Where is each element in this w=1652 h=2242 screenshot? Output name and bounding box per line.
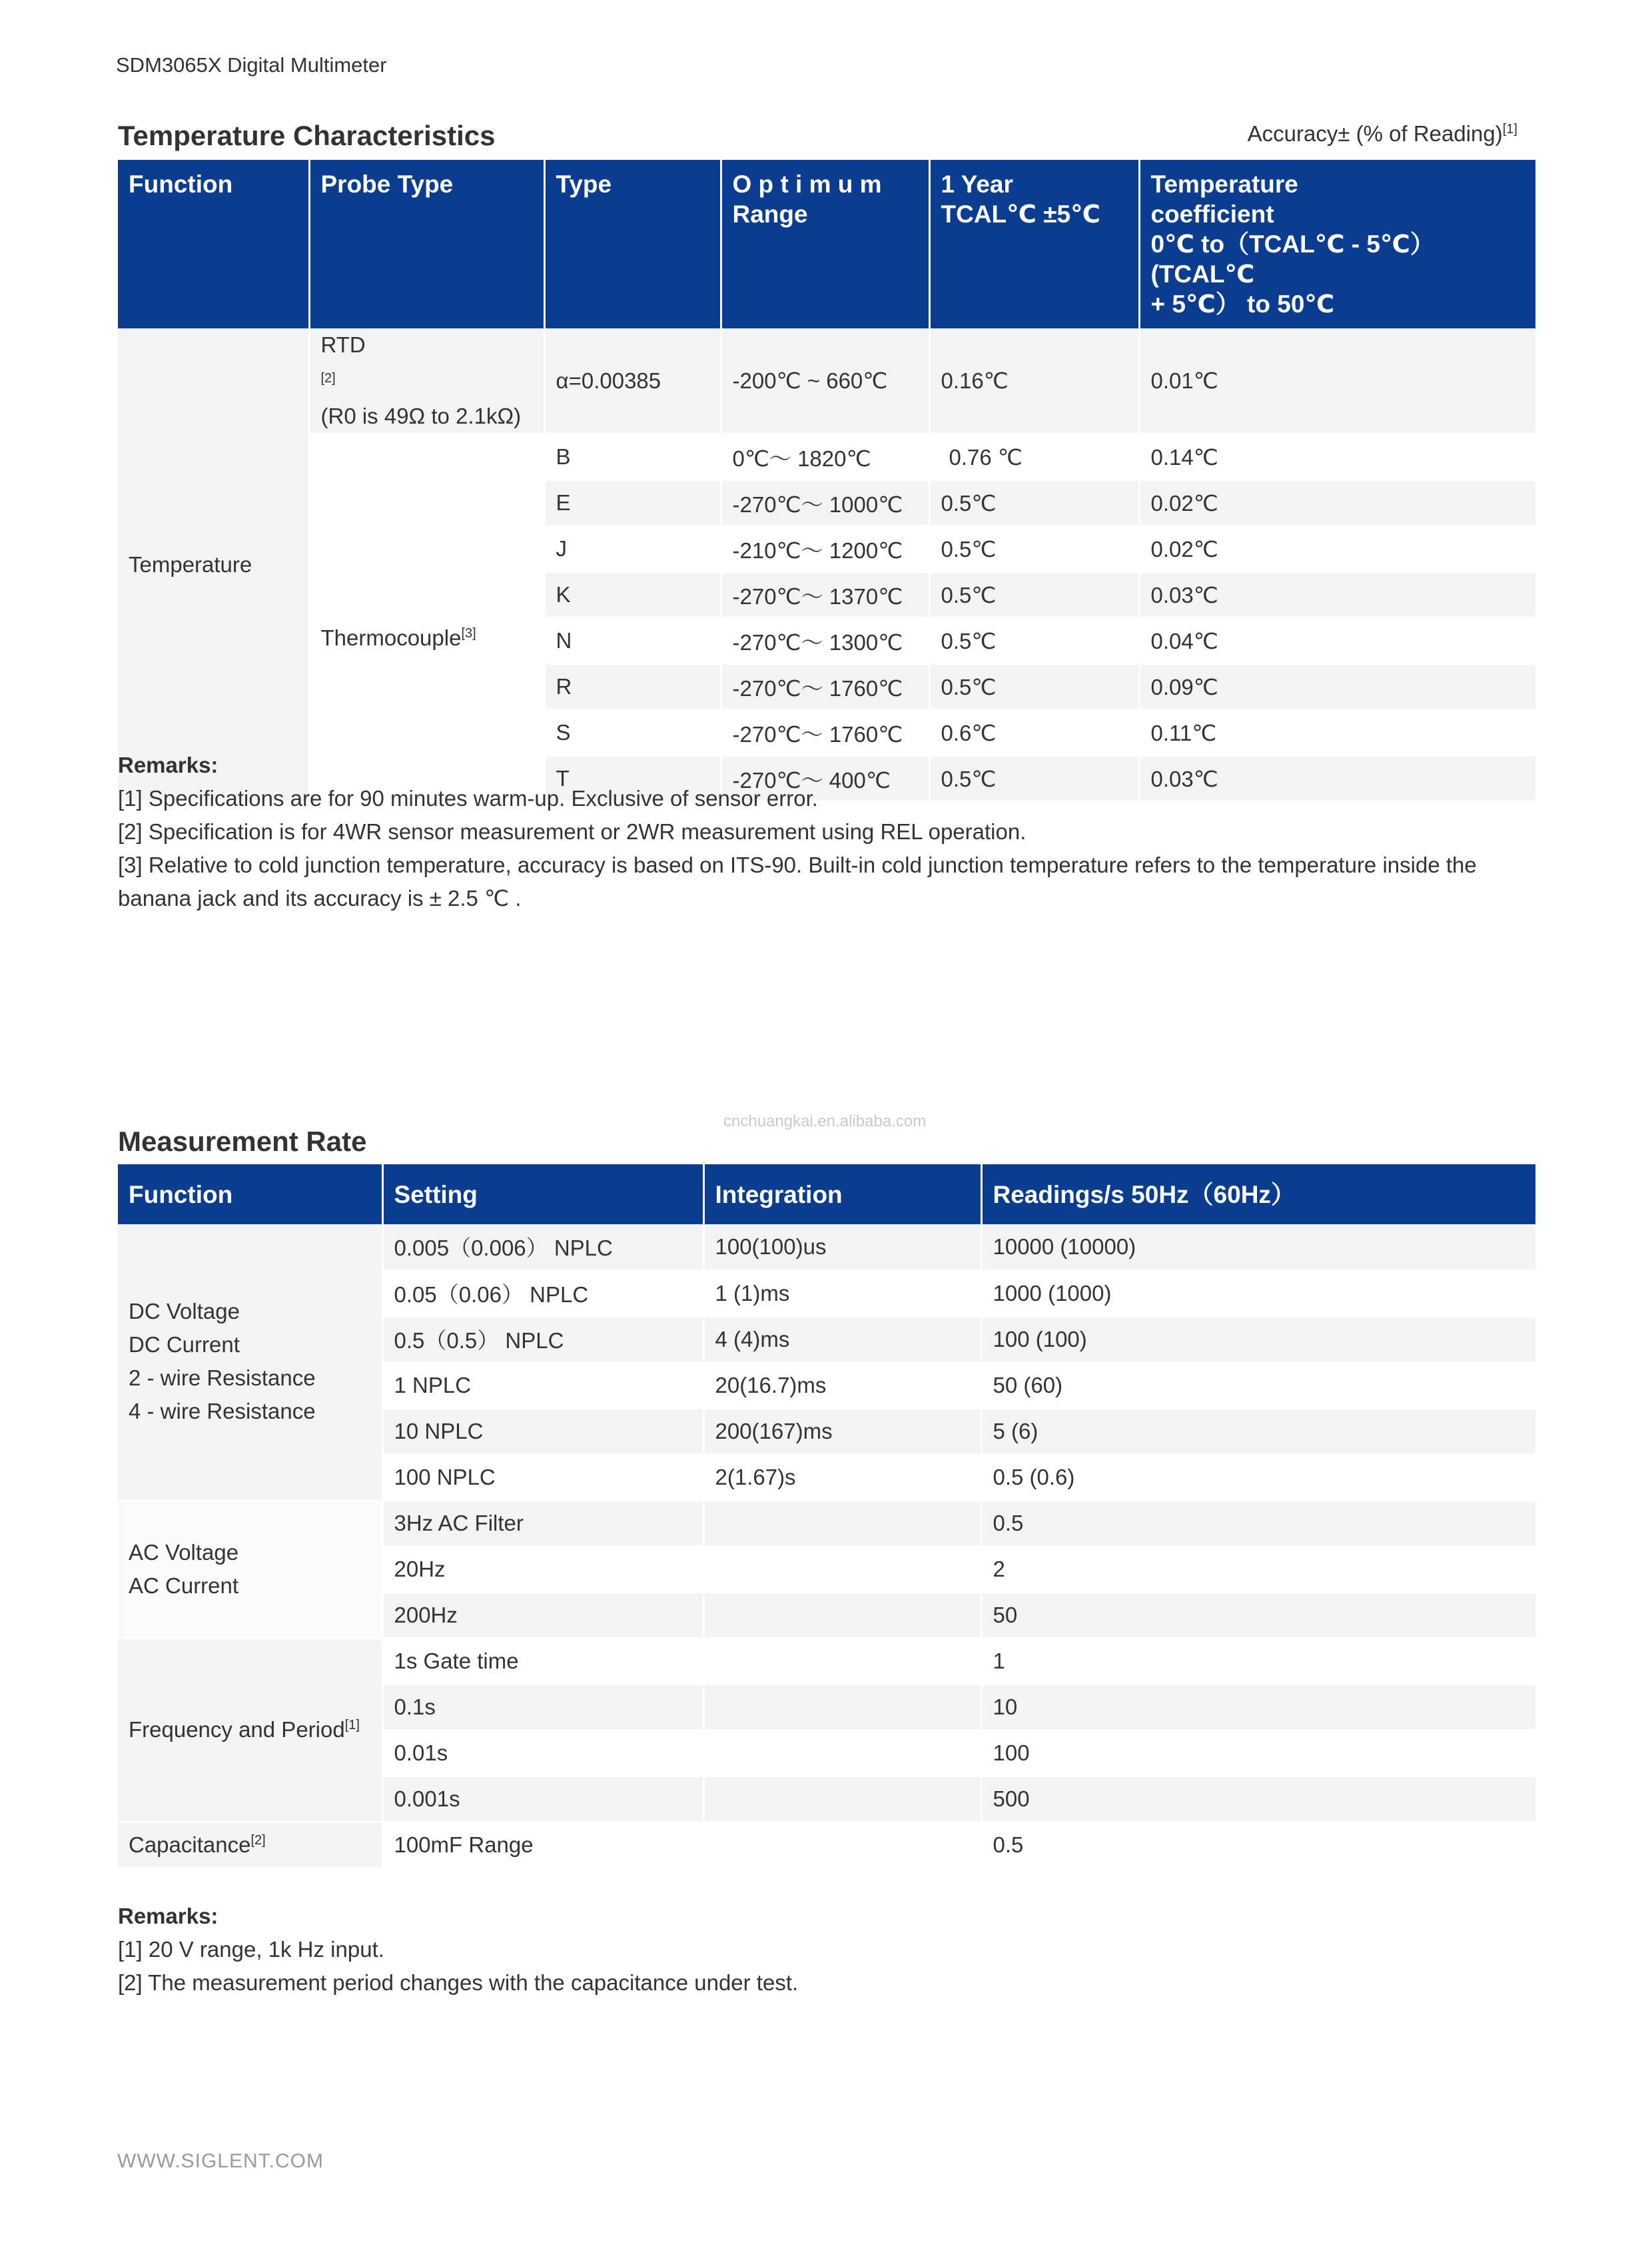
one-year-cell: 0.5℃ (929, 618, 1139, 664)
ac-label: AC Current (129, 1573, 239, 1598)
range-cell: -270℃～ 1370℃ (721, 572, 929, 618)
probe-cell-rtd (309, 328, 544, 434)
dc-label: 4 - wire Resistance (129, 1399, 316, 1424)
temperature-table-header-row (118, 160, 1535, 328)
table-row (118, 328, 1535, 434)
coef-cell: 0.02℃ (1139, 526, 1535, 572)
setting-cell: 0.005（0.006） NPLC (382, 1224, 703, 1270)
coef-cell: 0.02℃ (1139, 480, 1535, 526)
accuracy-note (1248, 121, 1517, 147)
one-year-cell: 0.6℃ (929, 710, 1139, 756)
ac-label: AC Voltage (129, 1539, 239, 1565)
table-row (118, 1638, 1535, 1684)
readings-cell: 2 (981, 1546, 1535, 1592)
accuracy-note-ref: [1] (1502, 122, 1517, 137)
one-year-cell: 0.5℃ (929, 664, 1139, 710)
footer-url: WWW.SIGLENT.COM (117, 2150, 324, 2172)
header-probe-type: Probe Type (309, 160, 544, 328)
coef-cell: 0.04℃ (1139, 618, 1535, 664)
header-optimum-range (721, 160, 929, 328)
dc-label: DC Current (129, 1332, 240, 1357)
capacitance-label: Capacitance (129, 1832, 251, 1857)
header-temp-coef-line1: Temperature (1150, 171, 1298, 198)
header-readings: Readings/s 50Hz（60Hz） (981, 1164, 1535, 1224)
setting-cell: 0.001s (382, 1776, 703, 1822)
dc-label: 2 - wire Resistance (129, 1365, 316, 1391)
remarks-title: Remarks: (118, 753, 218, 777)
integration-cell: 1 (1)ms (703, 1270, 981, 1316)
integration-cell (703, 1730, 981, 1776)
temperature-remarks (118, 749, 1537, 915)
integration-cell (703, 1546, 981, 1592)
measurement-rate-remarks (118, 1900, 1537, 2000)
integration-cell (703, 1822, 981, 1868)
frequency-label: Frequency and Period (129, 1717, 345, 1742)
setting-cell: 1 NPLC (382, 1362, 703, 1408)
type-cell: N (544, 618, 721, 664)
type-cell: α=0.00385 (544, 328, 721, 434)
type-cell: K (544, 572, 721, 618)
probe-rtd-ref: [2] (320, 371, 336, 386)
type-cell: B (544, 434, 721, 480)
type-cell: E (544, 480, 721, 526)
readings-cell: 100 (100) (981, 1316, 1535, 1362)
remark-item: [2] Specification is for 4WR sensor measurement or 2WR measurement using REL operation. (118, 819, 1027, 844)
integration-cell (703, 1638, 981, 1684)
setting-cell: 200Hz (382, 1592, 703, 1638)
range-cell: -270℃～ 1000℃ (721, 480, 929, 526)
temperature-table (118, 160, 1535, 803)
header-function: Function (118, 160, 309, 328)
setting-cell: 10 NPLC (382, 1408, 703, 1454)
readings-cell: 10 (981, 1684, 1535, 1730)
remark-item: [2] The measurement period changes with the capacitance under test. (118, 1970, 799, 1995)
header-setting: Setting (382, 1164, 703, 1224)
one-year-cell: 0.5℃ (929, 526, 1139, 572)
setting-cell: 100mF Range (382, 1822, 703, 1868)
remark-item: [1] 20 V range, 1k Hz input. (118, 1937, 384, 1962)
accuracy-note-text: Accuracy± (% of Reading) (1247, 121, 1503, 146)
header-one-year (929, 160, 1139, 328)
header-temp-coef-line3: 0℃ to（TCAL℃ - 5℃）(TCAL℃ (1150, 230, 1435, 288)
integration-cell (703, 1592, 981, 1638)
setting-cell: 20Hz (382, 1546, 703, 1592)
remark-item: [3] Relative to cold junction temperature, accuracy is based on ITS-90. Built-in cold junction temperature refers to the temperature inside the banana jack and its accuracy is ± 2.5 ℃ . (118, 853, 1477, 911)
function-cell-dc (118, 1224, 382, 1500)
probe-thermocouple-text: Thermocouple (320, 625, 462, 650)
readings-cell: 5 (6) (981, 1408, 1535, 1454)
header-temp-coef-line4: + 5℃） to 50℃ (1150, 290, 1335, 318)
readings-cell: 0.5 (981, 1822, 1535, 1868)
range-cell: -270℃～ 1760℃ (721, 710, 929, 756)
readings-cell: 1000 (1000) (981, 1270, 1535, 1316)
header-temp-coef-line2: coefficient (1150, 200, 1274, 228)
readings-cell: 0.5 (981, 1500, 1535, 1546)
type-cell: J (544, 526, 721, 572)
probe-rtd-text: RTD (320, 332, 366, 357)
type-cell: R (544, 664, 721, 710)
table-row (118, 1500, 1535, 1546)
coef-cell: 0.14℃ (1139, 434, 1535, 480)
header-temp-coefficient (1139, 160, 1535, 328)
range-cell: -270℃～ 400℃ (721, 756, 929, 802)
one-year-cell: 0.76 ℃ (929, 434, 1139, 480)
range-cell: -200℃ ~ 660℃ (721, 328, 929, 434)
integration-cell (703, 1776, 981, 1822)
remark-item: [1] Specifications are for 90 minutes warm-up. Exclusive of sensor error. (118, 786, 818, 811)
measurement-rate-section-title: Measurement Rate (118, 1126, 367, 1157)
watermark: cnchuangkai.en.alibaba.com (723, 1112, 927, 1130)
function-cell-temperature: Temperature (118, 328, 309, 802)
header-optimum-range-line2: Range (732, 200, 808, 228)
probe-thermocouple-ref: [3] (461, 625, 476, 641)
rate-table-header-row (118, 1164, 1535, 1224)
table-row (118, 1822, 1535, 1868)
integration-cell (703, 1684, 981, 1730)
setting-cell: 0.1s (382, 1684, 703, 1730)
coef-cell: 0.03℃ (1139, 572, 1535, 618)
remarks-title: Remarks: (118, 1904, 218, 1928)
integration-cell: 20(16.7)ms (703, 1362, 981, 1408)
measurement-rate-table (118, 1164, 1535, 1869)
integration-cell: 200(167)ms (703, 1408, 981, 1454)
integration-cell: 4 (4)ms (703, 1316, 981, 1362)
setting-cell: 1s Gate time (382, 1638, 703, 1684)
setting-cell: 3Hz AC Filter (382, 1500, 703, 1546)
one-year-cell: 0.5℃ (929, 572, 1139, 618)
probe-cell-thermocouple (309, 434, 544, 802)
header-optimum-range-line1: O p t i m u m (732, 171, 882, 198)
setting-cell: 0.01s (382, 1730, 703, 1776)
coef-cell: 0.01℃ (1139, 328, 1535, 434)
header-integration: Integration (703, 1164, 981, 1224)
function-cell-frequency (118, 1638, 382, 1822)
setting-cell: 0.05（0.06） NPLC (382, 1270, 703, 1316)
function-cell-ac (118, 1500, 382, 1638)
range-cell: -210℃～ 1200℃ (721, 526, 929, 572)
coef-cell: 0.11℃ (1139, 710, 1535, 756)
type-cell: S (544, 710, 721, 756)
coef-cell: 0.03℃ (1139, 756, 1535, 802)
integration-cell: 2(1.67)s (703, 1454, 981, 1500)
dc-label: DC Voltage (129, 1299, 240, 1324)
setting-cell: 100 NPLC (382, 1454, 703, 1500)
header-type: Type (544, 160, 721, 328)
table-row (118, 434, 1535, 480)
readings-cell: 500 (981, 1776, 1535, 1822)
readings-cell: 50 (60) (981, 1362, 1535, 1408)
readings-cell: 100 (981, 1730, 1535, 1776)
readings-cell: 50 (981, 1592, 1535, 1638)
probe-rtd-sub: (R0 is 49Ω to 2.1kΩ) (320, 404, 522, 428)
type-cell: T (544, 756, 721, 802)
function-cell-capacitance (118, 1822, 382, 1868)
range-cell: 0℃～ 1820℃ (721, 434, 929, 480)
header-function: Function (118, 1164, 382, 1224)
one-year-cell: 0.16℃ (929, 328, 1139, 434)
range-cell: -270℃～ 1300℃ (721, 618, 929, 664)
coef-cell: 0.09℃ (1139, 664, 1535, 710)
probe-rtd-label (321, 328, 533, 400)
frequency-ref: [1] (344, 1718, 360, 1732)
one-year-cell: 0.5℃ (929, 756, 1139, 802)
integration-cell: 100(100)us (703, 1224, 981, 1270)
header-one-year-line1: 1 Year (941, 171, 1013, 198)
readings-cell: 10000 (10000) (981, 1224, 1535, 1270)
range-cell: -270℃～ 1760℃ (721, 664, 929, 710)
readings-cell: 1 (981, 1638, 1535, 1684)
integration-cell (703, 1500, 981, 1546)
document-header: SDM3065X Digital Multimeter (116, 53, 387, 77)
table-row (118, 1224, 1535, 1270)
header-one-year-line2: TCAL℃ ±5℃ (941, 200, 1100, 228)
temperature-section-title: Temperature Characteristics (118, 120, 496, 151)
readings-cell: 0.5 (0.6) (981, 1454, 1535, 1500)
setting-cell: 0.5（0.5） NPLC (382, 1316, 703, 1362)
capacitance-ref: [2] (250, 1832, 266, 1848)
one-year-cell: 0.5℃ (929, 480, 1139, 526)
